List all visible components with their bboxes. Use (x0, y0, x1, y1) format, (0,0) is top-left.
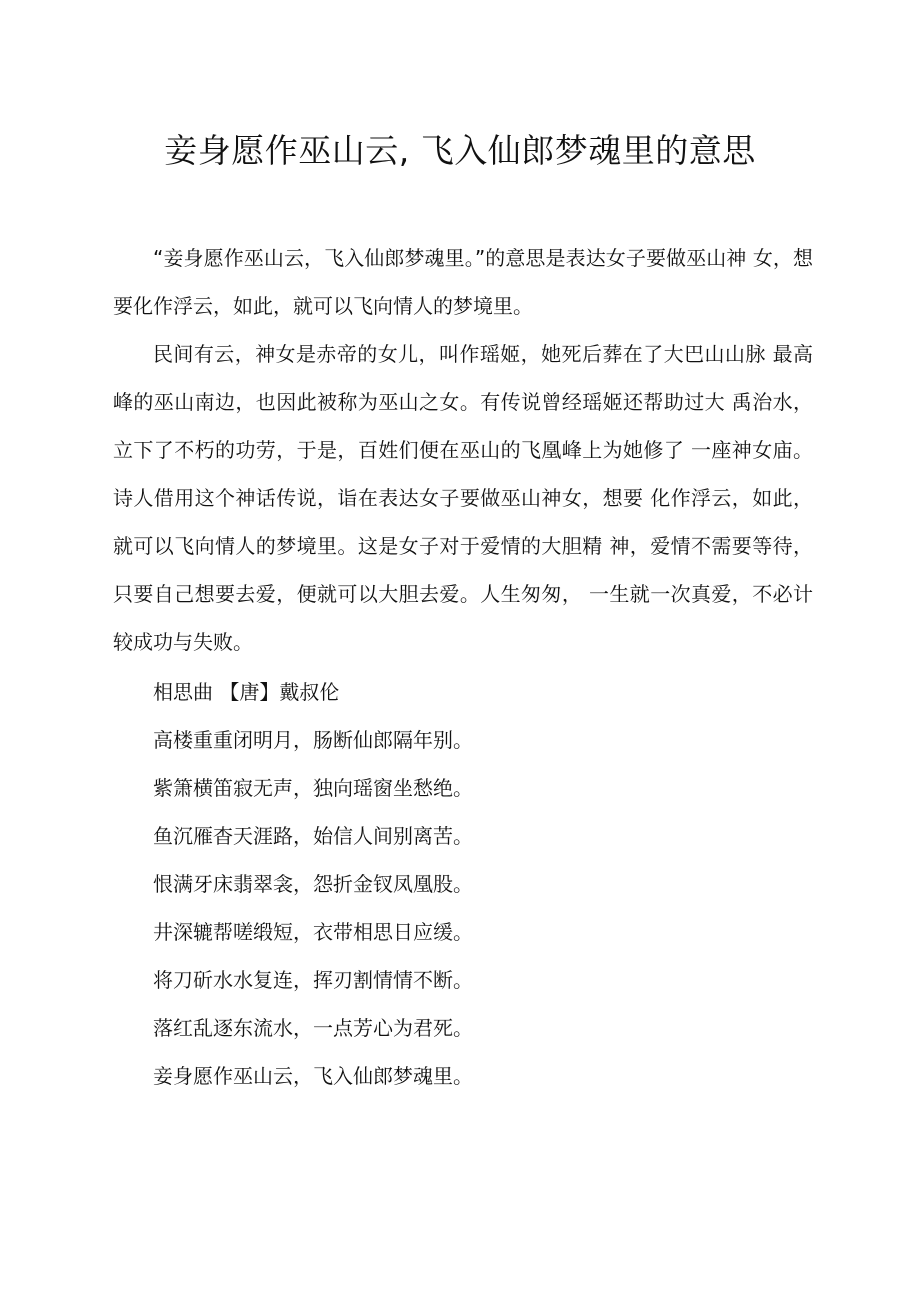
poem-line: 将刀斫水水复连，挥刃割情情不断。 (153, 968, 473, 992)
poem-block (153, 668, 813, 1100)
poem-line: 妾身愿作巫山云，飞入仙郎梦魂里。 (153, 1064, 473, 1088)
poem-line: 井深辘帮嗟缎短，衣带相思日应缓。 (153, 920, 473, 944)
poem-line: 落红乱逐东流水，一点芳心为君死。 (153, 1016, 473, 1040)
paragraph-legend: 民间有云，神女是赤帝的女儿，叫作瑶姬，她死后葬在了大巴山山脉 最高峰的巫山南边，也因此被称为巫山之女。有传说曾经瑶姬还帮助过大 禹治水，立下了不朽的功劳，于是，百姓们便在巫山的飞凰峰上为她修了 一座神女庙。诗人借用这个神话传说，诣在表达女子要做巫山神女，想要 化作浮云，如此，就可以飞向情人的梦境里。这是女子对于爱情的大胆精 神，爱情不需要等待，只要自己想要去爱，便就可以大胆去爱。人生匆匆， 一生就一次真爱，不必计较成功与失败。 (113, 342, 813, 654)
page-title: 妾身愿作巫山云, 飞入仙郎梦魂里的意思 (164, 131, 756, 170)
article-body (113, 234, 813, 666)
poem-heading: 相思曲 【唐】戴叔伦 (153, 680, 340, 704)
poem-line: 恨满牙床翡翠衾，怨折金钗凤凰股。 (153, 872, 473, 896)
paragraph-intro: “妾身愿作巫山云，飞入仙郎梦魂里。”的意思是表达女子要做巫山神 女，想要化作浮云，如此，就可以飞向情人的梦境里。 (113, 246, 813, 318)
poem-line: 高楼重重闭明月，肠断仙郎隔年别。 (153, 728, 473, 752)
poem-line: 鱼沉雁杳天涯路，始信人间别离苦。 (153, 824, 473, 848)
poem-line: 紫箫横笛寂无声，独向瑶窗坐愁绝。 (153, 776, 473, 800)
